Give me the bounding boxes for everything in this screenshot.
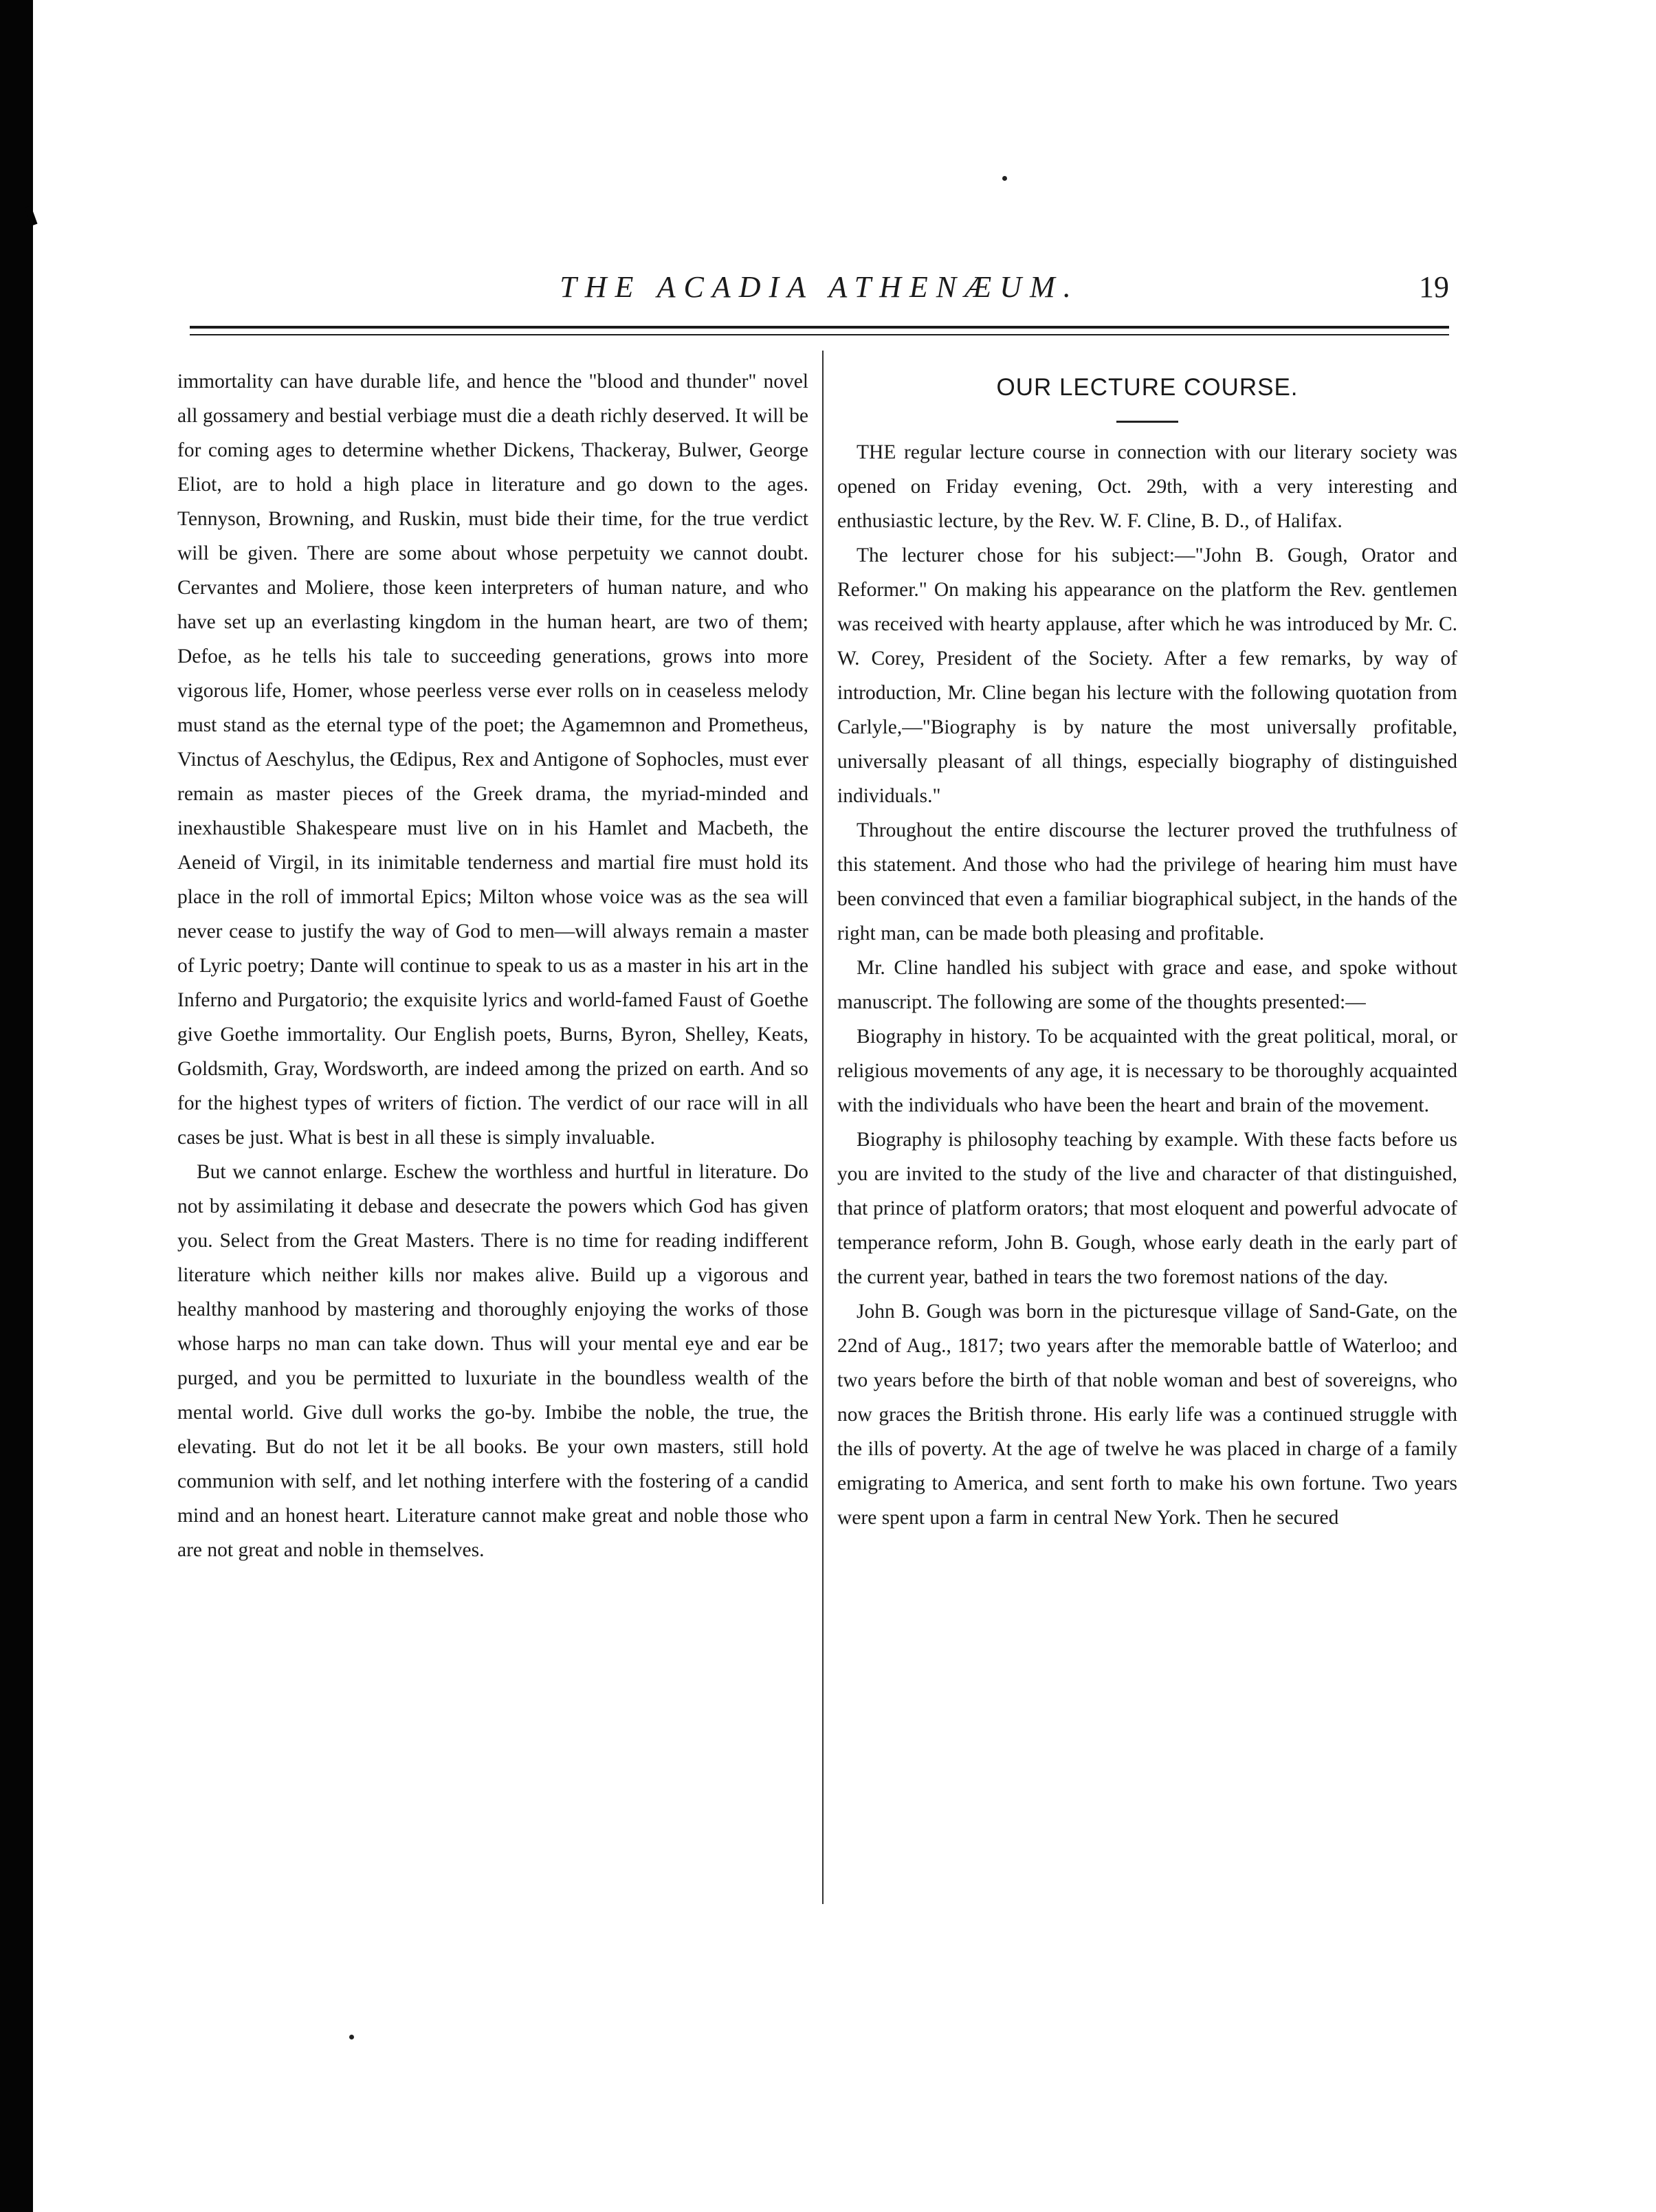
page-binding-edge	[0, 0, 33, 2212]
right-paragraph: Mr. Cline handled his subject with grace and ease, and spoke without manuscript. The following are some of the thoughts presented:—	[837, 957, 1457, 1013]
right-paragraph: The lecturer chose for his subject:—"John B. Gough, Orator and Reformer." On making his appearance on the platform the Rev. gentlemen was received with hearty applause, after which he was introduced by Mr. C. W. Corey, President of the Society. After a few remarks, by way of introduction, Mr. Cline began his lecture with the following quotation from Carlyle,—"Biography is by nature the most universally profitable, universally pleasant of all things, especially biography of distinguished individuals."	[837, 544, 1457, 807]
right-paragraph: THE regular lecture course in connection with our literary society was opened on Friday evening, Oct. 29th, with a very interesting and enthusiastic lecture, by the Rev. W. F. Cline, B. D., of Halifax.	[837, 441, 1457, 532]
running-header	[190, 269, 1449, 311]
journal-title: THE ACADIA ATHENÆUM.	[560, 270, 1079, 304]
column-divider	[822, 351, 824, 1904]
right-column	[837, 364, 1457, 1535]
right-paragraph: Biography is philosophy teaching by example. With these facts before us you are invited to the study of the live and character of that distinguished, that prince of platform orators; that most eloquent and powerful advocate of temperance reform, John B. Gough, whose early death in the early part of the current year, bathed in tears the two foremost nations of the day.	[837, 1129, 1457, 1288]
right-paragraph: Throughout the entire discourse the lecturer proved the truthfulness of this statement. And those who had the privilege of hearing him must have been convinced that even a familiar biographical subject, in the hands of the right man, can be made both pleasing and profitable.	[837, 819, 1457, 944]
page-number: 19	[1419, 270, 1449, 304]
title-rule	[1116, 421, 1178, 423]
header-rule-thin	[190, 334, 1449, 335]
left-column	[177, 364, 808, 1567]
header-rule-thick	[190, 326, 1449, 329]
right-paragraph: John B. Gough was born in the picturesque village of Sand-Gate, on the 22nd of Aug., 1817; two years after the memorable battle of Waterloo; and two years before the birth of that noble woman and best of sovereigns, who now graces the British throne. His early life was a continued struggle with the ills of poverty. At the age of twelve he was placed in charge of a family emigrating to America, and sent forth to make his own fortune. Two years were spent upon a farm in central New York. Then he secured	[837, 1301, 1457, 1529]
left-paragraph: immortality can have durable life, and hence the "blood and thunder" novel all gossamery and bestial verbiage must die a death richly deserved. It will be for coming ages to determine whether Dickens, Thackeray, Bulwer, George Eliot, are to hold a high place in literature and go down to the ages. Tennyson, Browning, and Ruskin, must bide their time, for the true verdict will be given. There are some about whose perpetuity we cannot doubt. Cervantes and Moliere, those keen interpreters of human nature, and who have set up an everlasting kingdom in the human heart, are two of them; Defoe, as he tells his tale to succeeding generations, grows into more vigorous life, Homer, whose peerless verse ever rolls on in ceaseless melody must stand as the eternal type of the poet; the Agamemnon and Prometheus, Vinctus of Aeschylus, the Œdipus, Rex and Antigone of Sophocles, must ever remain as master pieces of the Greek drama, the myriad-minded and inexhaustible Shakespeare must live on in his Hamlet and Macbeth, the Aeneid of Virgil, in its inimitable tenderness and martial fire must hold its place in the roll of immortal Epics; Milton whose voice was as the sea will never cease to justify the way of God to men—will always remain a master of Lyric poetry; Dante will continue to speak to us as a master in his art in the Inferno and Purgatorio; the exquisite lyrics and world-famed Faust of Goethe give Goethe immortality. Our English poets, Burns, Byron, Shelley, Keats, Goldsmith, Gray, Wordsworth, are indeed among the prized on earth. And so for the highest types of writers of fiction. The verdict of our race will in all cases be just. What is best in all these is simply invaluable.	[177, 370, 808, 1149]
section-title: OUR LECTURE COURSE.	[996, 374, 1299, 401]
right-paragraph: Biography in history. To be acquainted with the great political, moral, or religious movements of any age, it is necessary to be thoroughly acquainted with the individuals who have been the heart and brain of the movement.	[837, 1026, 1457, 1116]
ink-speck	[349, 2035, 354, 2039]
left-paragraph: But we cannot enlarge. Eschew the worthless and hurtful in literature. Do not by assimilating it debase and desecrate the powers which God has given you. Select from the Great Masters. There is no time for reading indifferent literature which neither kills nor makes alive. Build up a vigorous and healthy manhood by mastering and thoroughly enjoying the works of those whose harps no man can take down. Thus will your mental eye and ear be purged, and you be permitted to luxuriate in the boundless wealth of the mental world. Give dull works the go-by. Imbibe the noble, the true, the elevating. But do not let it be all books. Be your own masters, still hold communion with self, and let nothing interfere with the fostering of a candid mind and an honest heart. Literature cannot make great and noble those who are not great and noble in themselves.	[177, 1161, 808, 1561]
ink-speck	[1002, 176, 1007, 181]
